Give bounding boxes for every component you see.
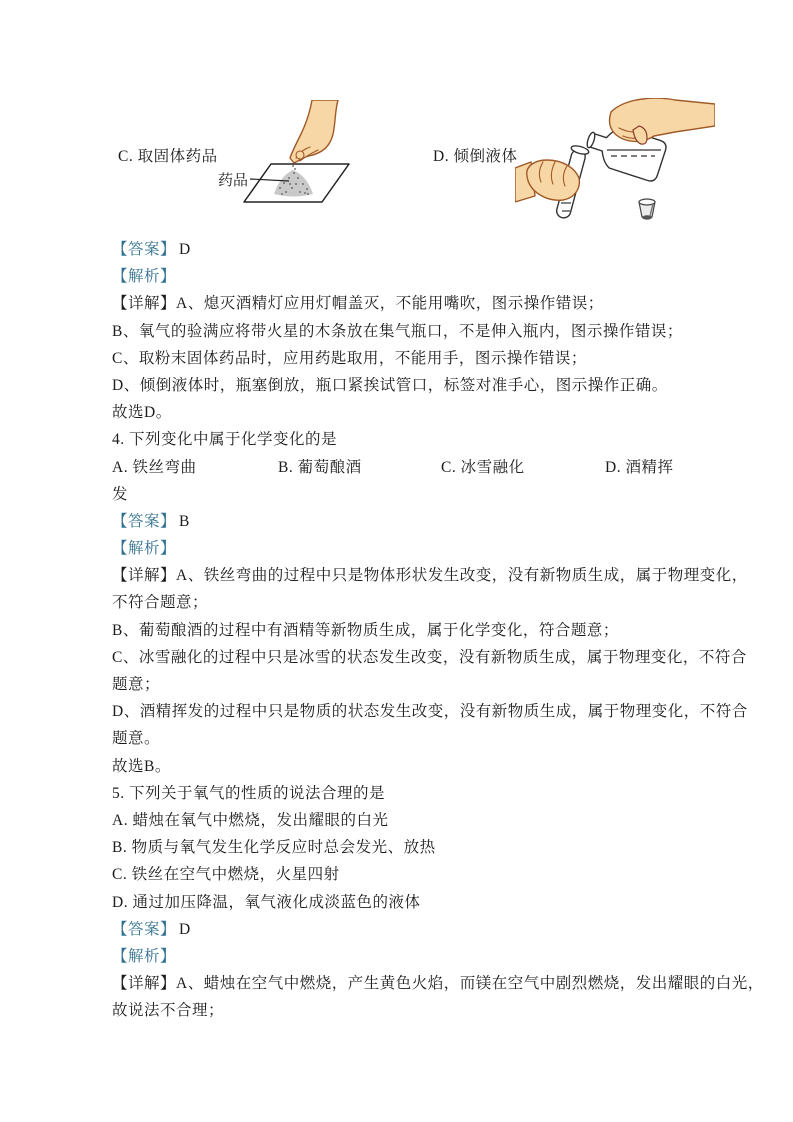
pouring-hand-icon <box>610 98 716 144</box>
q3-detail-line: 【详解】A、熄灭酒精灯应用灯帽盖灭，不能用嘴吹，图示操作错误； <box>112 295 604 313</box>
q3-figure-row <box>0 96 793 236</box>
pour-liquid-figure <box>515 98 715 238</box>
q4-detail-line: 题意。 <box>112 730 161 748</box>
q4-option-b: B. 葡萄酿酒 <box>278 458 362 476</box>
q4-answer-value: B <box>179 512 190 530</box>
q3-option-d-label: D. 倾倒液体 <box>433 148 518 165</box>
q3-option-c-label: C. 取固体药品 <box>118 148 218 165</box>
q3-answer-tag: 【答案】 <box>112 241 177 258</box>
q4-option-d-wrap: 发 <box>112 485 129 503</box>
q5-option-a: A. 蜡烛在氧气中燃烧，发出耀眼的白光 <box>112 811 389 829</box>
q5-option-d: D. 通过加压降温，氧气液化成淡蓝色的液体 <box>112 893 421 911</box>
q3-analysis-line <box>112 263 722 290</box>
q3-analysis-tag: 【解析】 <box>112 268 177 286</box>
q4-option-c: C. 冰雪融化 <box>441 458 525 476</box>
q4-detail-line: B、葡萄酿酒的过程中有酒精等新物质生成，属于化学变化，符合题意； <box>112 621 619 639</box>
q5-answer-line <box>112 916 722 943</box>
q4-stem: 4. 下列变化中属于化学变化的是 <box>112 431 338 449</box>
q4-detail-line: 不符合题意； <box>112 594 209 612</box>
q5-detail-line: 【详解】A、蜡烛在空气中燃烧，产生黄色火焰，而镁在空气中剧烈燃烧，发出耀眼的白光， <box>112 975 764 993</box>
q4-answer-tag: 【答案】 <box>112 512 177 530</box>
q4-option-a: A. 铁丝弯曲 <box>112 458 197 476</box>
q5-option-c: C. 铁丝在空气中燃烧，火星四射 <box>112 866 340 884</box>
q4-detail-line: C、冰雪融化的过程中只是冰雪的状态发生改变，没有新物质生成，属于物理变化，不符合 <box>112 648 747 666</box>
q3-answer-line <box>112 236 722 263</box>
pinching-hand-icon <box>290 100 338 163</box>
powder-caption: 药品 <box>218 173 249 189</box>
q4-answer-line <box>112 508 722 535</box>
q5-analysis-tag: 【解析】 <box>112 947 177 965</box>
document-body <box>112 236 764 1024</box>
q3-answer-value: D <box>179 241 191 258</box>
q5-answer-tag: 【答案】 <box>112 920 177 938</box>
q5-option-b: B. 物质与氧气发生化学反应时总会发光、放热 <box>112 839 436 857</box>
q5-answer-value: D <box>179 920 191 938</box>
q4-analysis-line <box>112 535 722 562</box>
q4-options-row <box>112 454 722 481</box>
q5-detail-line: 故说法不合理； <box>112 1002 225 1020</box>
holding-hand-icon <box>515 160 579 202</box>
take-solid-medicine-figure <box>210 100 395 230</box>
q3-detail-line: C、取粉末固体药品时，应用药匙取用，不能用手，图示操作错误； <box>112 349 587 367</box>
q4-detail-line: 题意； <box>112 676 161 693</box>
q4-analysis-tag: 【解析】 <box>112 540 177 558</box>
q5-analysis-line <box>112 943 722 970</box>
stopper-icon <box>639 199 655 220</box>
q4-detail-line: D、酒精挥发的过程中只是物质的状态发生改变，没有新物质生成，属于物理变化，不符合 <box>112 703 748 721</box>
q3-detail-line: B、氧气的验满应将带火星的木条放在集气瓶口，不是伸入瓶内，图示操作错误； <box>112 322 683 340</box>
q3-conclusion-line: 故选D。 <box>112 404 172 422</box>
q4-option-d: D. 酒精挥 <box>605 458 674 476</box>
q5-stem: 5. 下列关于氧气的性质的说法合理的是 <box>112 784 386 802</box>
q4-detail-line: 【详解】A、铁丝弯曲的过程中只是物体形状发生改变，没有新物质生成，属于物理变化， <box>112 567 748 585</box>
q3-detail-line: D、倾倒液体时，瓶塞倒放，瓶口紧挨试管口，标签对准手心，图示操作正确。 <box>112 376 668 394</box>
q4-conclusion-line: 故选B。 <box>112 757 171 775</box>
